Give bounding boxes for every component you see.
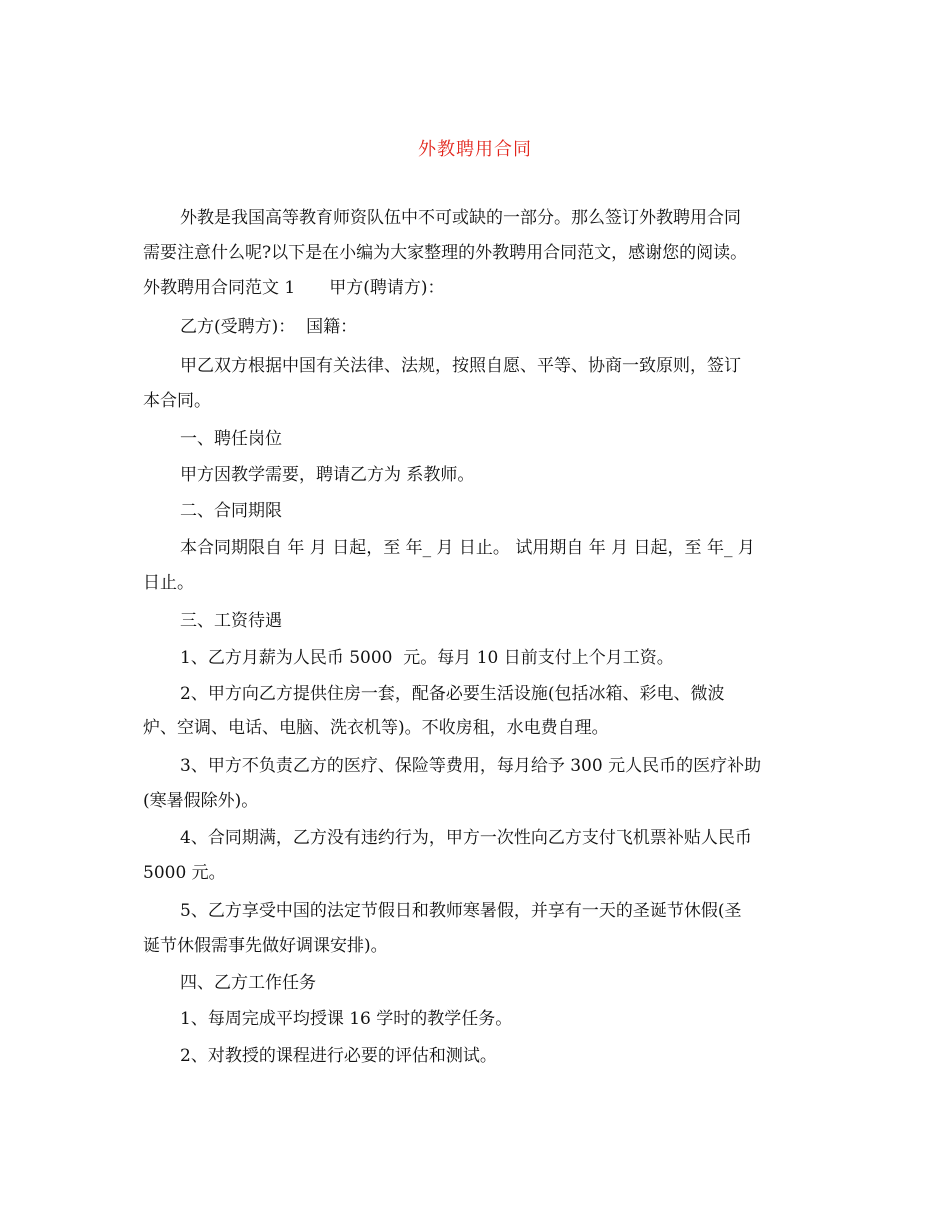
paragraph-line: 本合同期限自 年 月 日起，至 年_ 月 日止。 试用期自 年 月 日起，至 年_ 月 [180, 538, 755, 558]
paragraph-line: 2、甲方向乙方提供住房一套，配备必要生活设施(包括冰箱、彩电、微波 [180, 684, 725, 704]
paragraph-line: (寒暑假除外)。 [143, 791, 259, 811]
paragraph-line: 日止。 [143, 573, 194, 593]
paragraph-line: 甲乙双方根据中国有关法律、法规，按照自愿、平等、协商一致原则，签订 [180, 356, 741, 376]
section-heading: 四、乙方工作任务 [180, 973, 316, 993]
paragraph-line: 诞节休假需事先做好调课安排)。 [143, 936, 388, 956]
paragraph-line: 1、乙方月薪为人民币 5000 元。每月 10 日前支付上个月工资。 [180, 648, 674, 668]
paragraph-line: 本合同。 [143, 391, 211, 411]
paragraph-line: 外教聘用合同范文 1 甲方(聘请方)： [143, 278, 445, 298]
section-heading: 二、合同期限 [180, 501, 282, 521]
paragraph-line: 需要注意什么呢?以下是在小编为大家整理的外教聘用合同范文，感谢您的阅读。 [143, 243, 748, 263]
section-heading: 三、工资待遇 [180, 611, 282, 631]
section-heading: 一、聘任岗位 [180, 429, 282, 449]
paragraph-line: 甲方因教学需要，聘请乙方为 系教师。 [180, 465, 475, 485]
paragraph-line: 3、甲方不负责乙方的医疗、保险等费用，每月给予 300 元人民币的医疗补助 [180, 756, 762, 776]
paragraph-line: 4、合同期满，乙方没有违约行为，甲方一次性向乙方支付飞机票补贴人民币 [180, 828, 752, 848]
paragraph-line: 2、对教授的课程进行必要的评估和测试。 [180, 1046, 497, 1066]
paragraph-line: 外教是我国高等教育师资队伍中不可或缺的一部分。那么签订外教聘用合同 [180, 208, 741, 228]
paragraph-line: 5000 元。 [143, 863, 226, 883]
paragraph-line: 炉、空调、电话、电脑、洗衣机等)。不收房租，水电费自理。 [143, 718, 609, 738]
paragraph-line: 1、每周完成平均授课 16 学时的教学任务。 [180, 1009, 513, 1029]
paragraph-line: 5、乙方享受中国的法定节假日和教师寒暑假，并享有一天的圣诞节休假(圣 [180, 901, 742, 921]
paragraph-line: 乙方(受聘方)： 国籍： [180, 317, 358, 337]
document-title: 外教聘用合同 [418, 139, 532, 160]
